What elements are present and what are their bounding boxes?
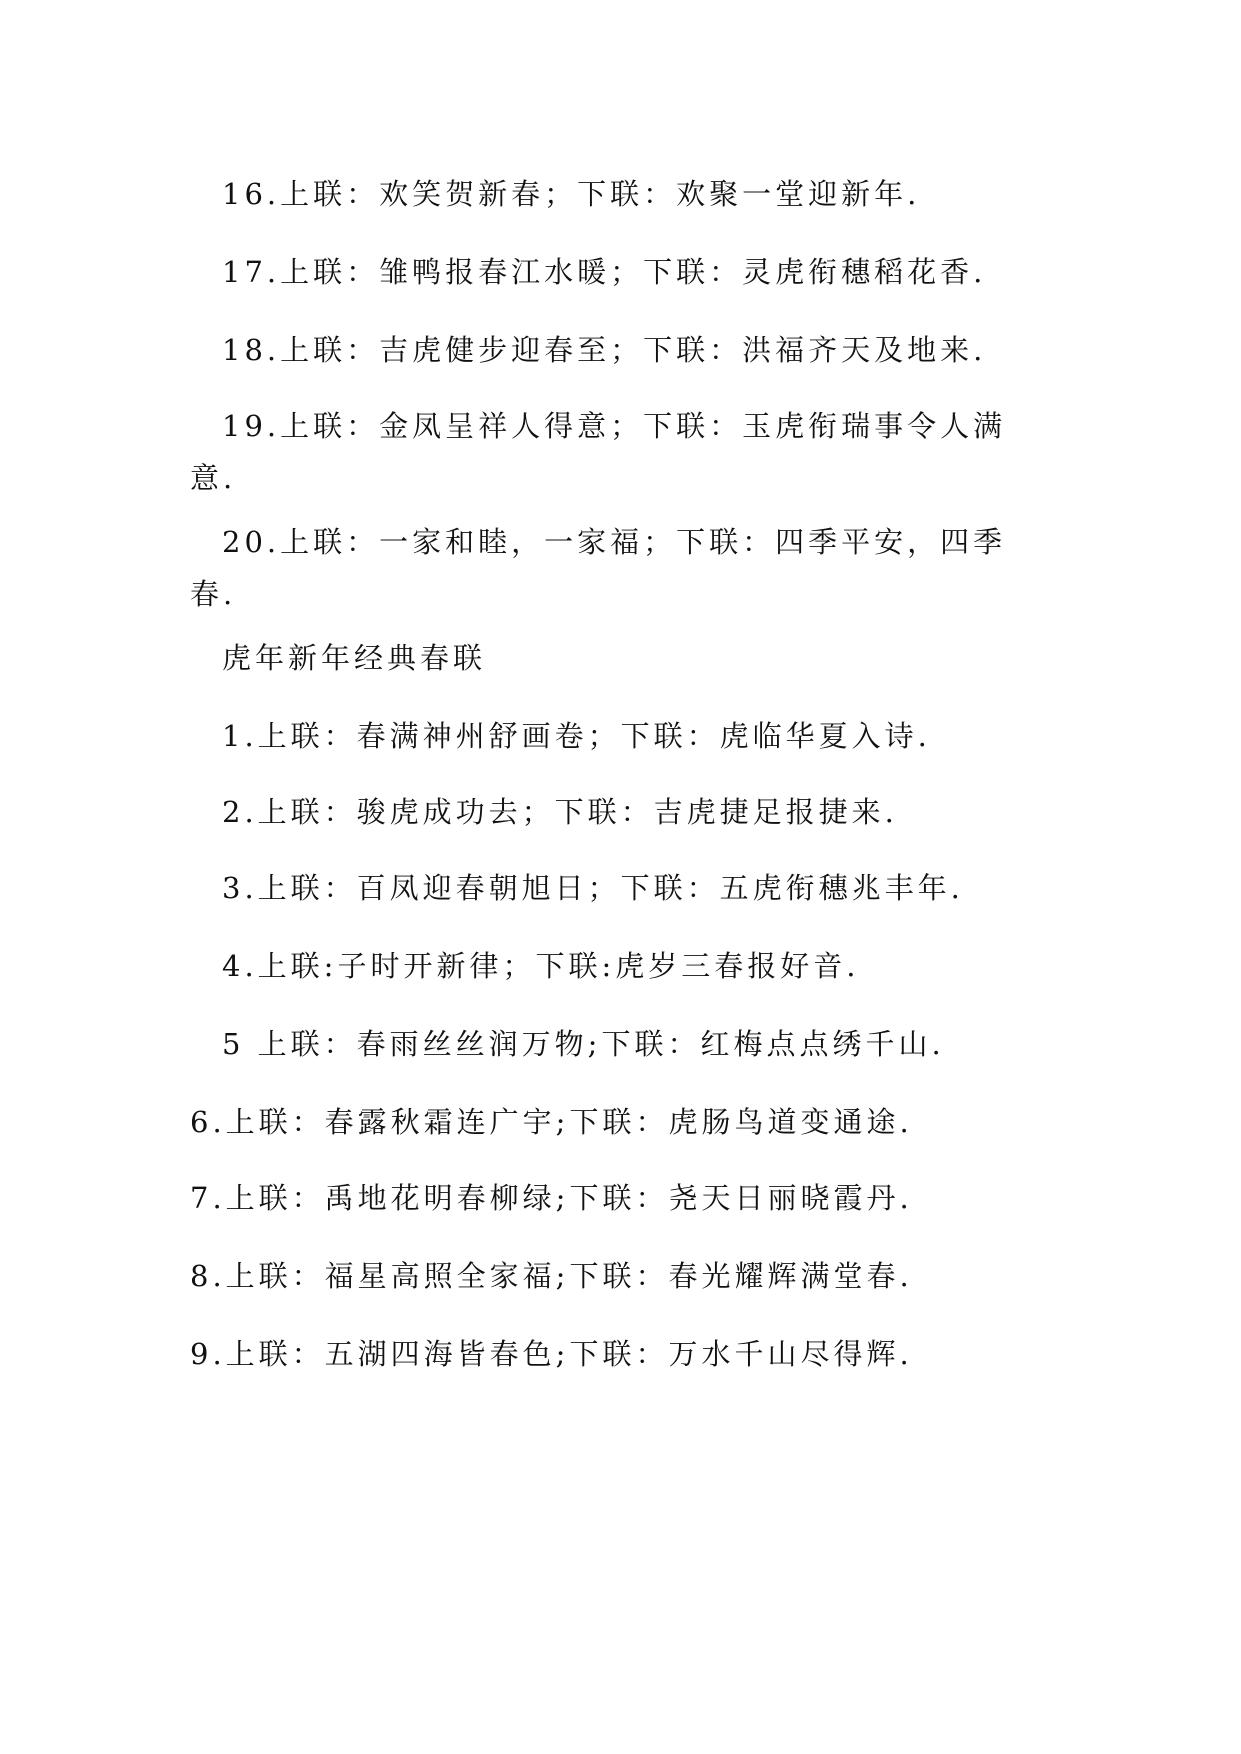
couplet-line: 20.上联：一家和睦，一家福；下联：四季平安，四季春. — [190, 525, 1007, 611]
couplet-line: 18.上联：吉虎健步迎春至；下联：洪福齐天及地来. — [222, 333, 987, 367]
couplet-line: 2.上联：骏虎成功去；下联：吉虎捷足报捷来. — [222, 795, 898, 829]
couplet-line: 4.上联:子时开新律；下联:虎岁三春报好音. — [222, 949, 860, 983]
couplet-line: 1.上联：春满神州舒画卷；下联：虎临华夏入诗. — [222, 719, 931, 753]
couplet-line: 5 上联：春雨丝丝润万物;下联：红梅点点绣千山. — [222, 1027, 945, 1061]
couplet-line: 3.上联：百凤迎春朝旭日；下联：五虎衔穗兆丰年. — [222, 871, 964, 905]
couplet-line: 7.上联：禹地花明春柳绿;下联：尧天日丽晓霞丹. — [190, 1181, 913, 1215]
couplet-line: 9.上联：五湖四海皆春色;下联：万水千山尽得辉. — [190, 1337, 913, 1371]
couplet-line: 6.上联：春露秋霜连广宇;下联：虎肠鸟道变通途. — [190, 1105, 913, 1139]
couplet-line: 19.上联：金凤呈祥人得意；下联：玉虎衔瑞事令人满意. — [190, 409, 1007, 495]
section-heading: 虎年新年经典春联 — [222, 641, 487, 675]
couplet-line: 16.上联：欢笑贺新春；下联：欢聚一堂迎新年. — [222, 177, 921, 211]
couplet-line: 8.上联：福星高照全家福;下联：春光耀辉满堂春. — [190, 1259, 913, 1293]
couplet-line: 17.上联：雏鸭报春江水暖；下联：灵虎衔穗稻花香. — [222, 255, 987, 289]
